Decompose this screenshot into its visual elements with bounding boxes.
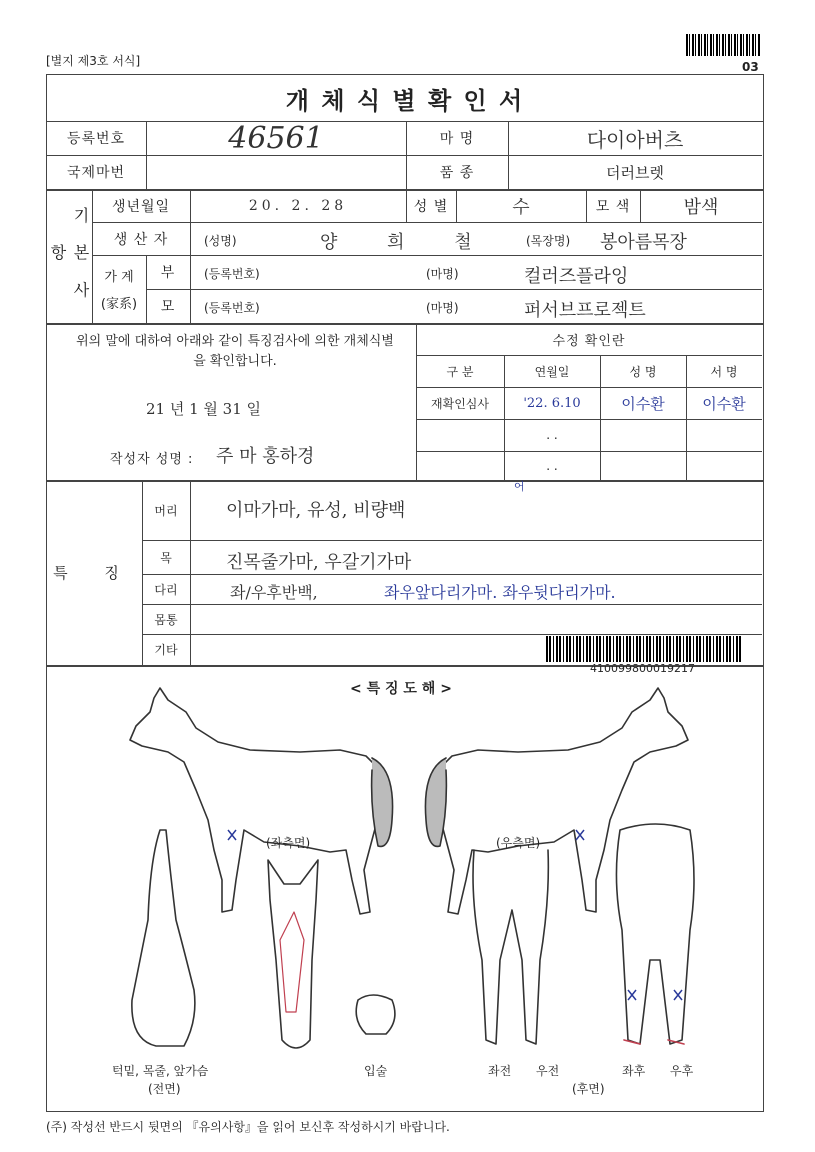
writer-label: 작성자 성명 :	[110, 452, 194, 467]
divider	[142, 540, 762, 541]
head-label: 머리	[154, 503, 178, 518]
sire-name-value: 컬러즈플라잉	[524, 266, 629, 287]
front-right-label: 우전	[536, 1064, 560, 1078]
rear-right-label: 우후	[670, 1064, 694, 1078]
col-date-header: 연월일	[534, 364, 570, 379]
barcode-number: 410099800019217	[590, 662, 695, 675]
col-name-header: 성 명	[629, 364, 657, 379]
footnote: (주) 작성선 반드시 뒷면의 『유의사항』을 읽어 보신후 작성하시기 바랍니다.	[46, 1120, 450, 1134]
sire-name-label: (마명)	[426, 267, 459, 281]
sex-label: 성 별	[413, 198, 449, 215]
breed-value: 더러브렛	[606, 163, 664, 182]
diagram-block	[46, 665, 764, 1112]
legs-value-blue: 좌우앞다리가마. 좌우뒷다리가마.	[384, 583, 616, 602]
farm-name-value: 봉아름목장	[600, 232, 687, 253]
breed-label: 품 종	[439, 165, 475, 181]
rear-label: (후면)	[572, 1082, 605, 1096]
col-type-header: 구 분	[446, 364, 474, 379]
diagram-title: < 특 징 도 해 >	[350, 681, 452, 697]
dam-name-value: 퍼서브프로젝트	[524, 300, 646, 321]
breeder-name-value: 양 희 철	[320, 232, 494, 253]
family-label: 가 계	[104, 270, 134, 285]
sire-reg-label: (등록번호)	[204, 267, 260, 281]
page-code: 03	[742, 60, 759, 74]
birth-date-value: 20. 2. 28	[248, 197, 348, 214]
coat-color-label: 모 색	[595, 198, 631, 215]
family-label-cell	[92, 255, 146, 323]
top-barcode	[686, 34, 760, 56]
divider	[142, 574, 762, 575]
row1-name: 이수환	[621, 394, 665, 413]
divider	[190, 480, 191, 665]
rear-left-label: 좌후	[622, 1064, 646, 1078]
divider	[146, 289, 762, 290]
basic-section-label: 기 본 사 항	[48, 206, 90, 306]
confirmation-date: 21 년 1 월 31 일	[146, 400, 262, 418]
body-label: 몸통	[154, 612, 178, 627]
right-side-label: (우측면)	[496, 836, 541, 850]
document-title: 개 체 식 별 확 인 서	[46, 74, 764, 122]
neck-value: 진목줄가마, 우갈기가마	[226, 552, 412, 573]
intl-number-value	[146, 155, 406, 189]
divider	[92, 222, 762, 223]
other-label: 기타	[154, 643, 178, 657]
farm-name-label: (목장명)	[526, 234, 571, 248]
col-sign-header: 서 명	[710, 364, 738, 379]
features-section-label: 특 징	[53, 564, 135, 582]
coat-color-value: 밤색	[683, 196, 719, 218]
confirmation-statement: 위의 말에 대하여 아래와 같이 특징검사에 의한 개체식별을 확인합니다.	[76, 334, 394, 369]
intl-number-label: 국제마번	[66, 165, 126, 181]
dam-reg-label: (등록번호)	[204, 301, 260, 315]
front-caption: 턱밑, 목줄, 앞가슴	[112, 1064, 209, 1078]
row1-sign: 이수환	[702, 394, 746, 413]
horse-name-value: 다이아버츠	[586, 127, 684, 152]
divider	[142, 634, 762, 635]
row1-date: '22. 6.10	[523, 395, 581, 411]
registration-number-label: 등록번호	[66, 131, 126, 147]
writer-signature: 주 마 홍하경	[216, 446, 315, 467]
row3-date: . .	[546, 458, 558, 473]
row2-date: . .	[546, 428, 558, 442]
dam-name-label: (마명)	[426, 301, 459, 315]
breeder-label: 생 산 자	[113, 231, 169, 248]
sire-label: 부	[160, 265, 176, 281]
legs-value: 좌/우후반백,	[230, 583, 318, 602]
breeder-name-label: (성명)	[204, 234, 237, 248]
row1-type: 재확인심사	[431, 396, 489, 411]
head-value: 이마가마, 유성, 비량백	[226, 500, 406, 521]
horse-name-label: 마 명	[439, 131, 475, 147]
divider	[142, 604, 762, 605]
family-hanja: (家系)	[100, 297, 138, 312]
lips-label: 입술	[364, 1064, 388, 1078]
divider	[92, 255, 762, 256]
front-label: (전면)	[148, 1082, 181, 1096]
neck-label: 목	[160, 550, 172, 565]
form-reference: [별지 제3호 서식]	[46, 54, 141, 68]
registration-number-value: 46561	[228, 120, 324, 156]
birth-date-label: 생년월일	[111, 198, 171, 215]
dam-label: 모	[160, 299, 176, 315]
legs-label: 다리	[154, 582, 178, 597]
left-side-label: (좌측면)	[266, 836, 311, 850]
front-left-label: 좌전	[488, 1064, 512, 1078]
sex-value: 수	[512, 196, 530, 218]
head-note: 어	[514, 480, 525, 493]
feature-barcode	[546, 636, 742, 662]
revision-title: 수정 확인란	[552, 333, 626, 349]
